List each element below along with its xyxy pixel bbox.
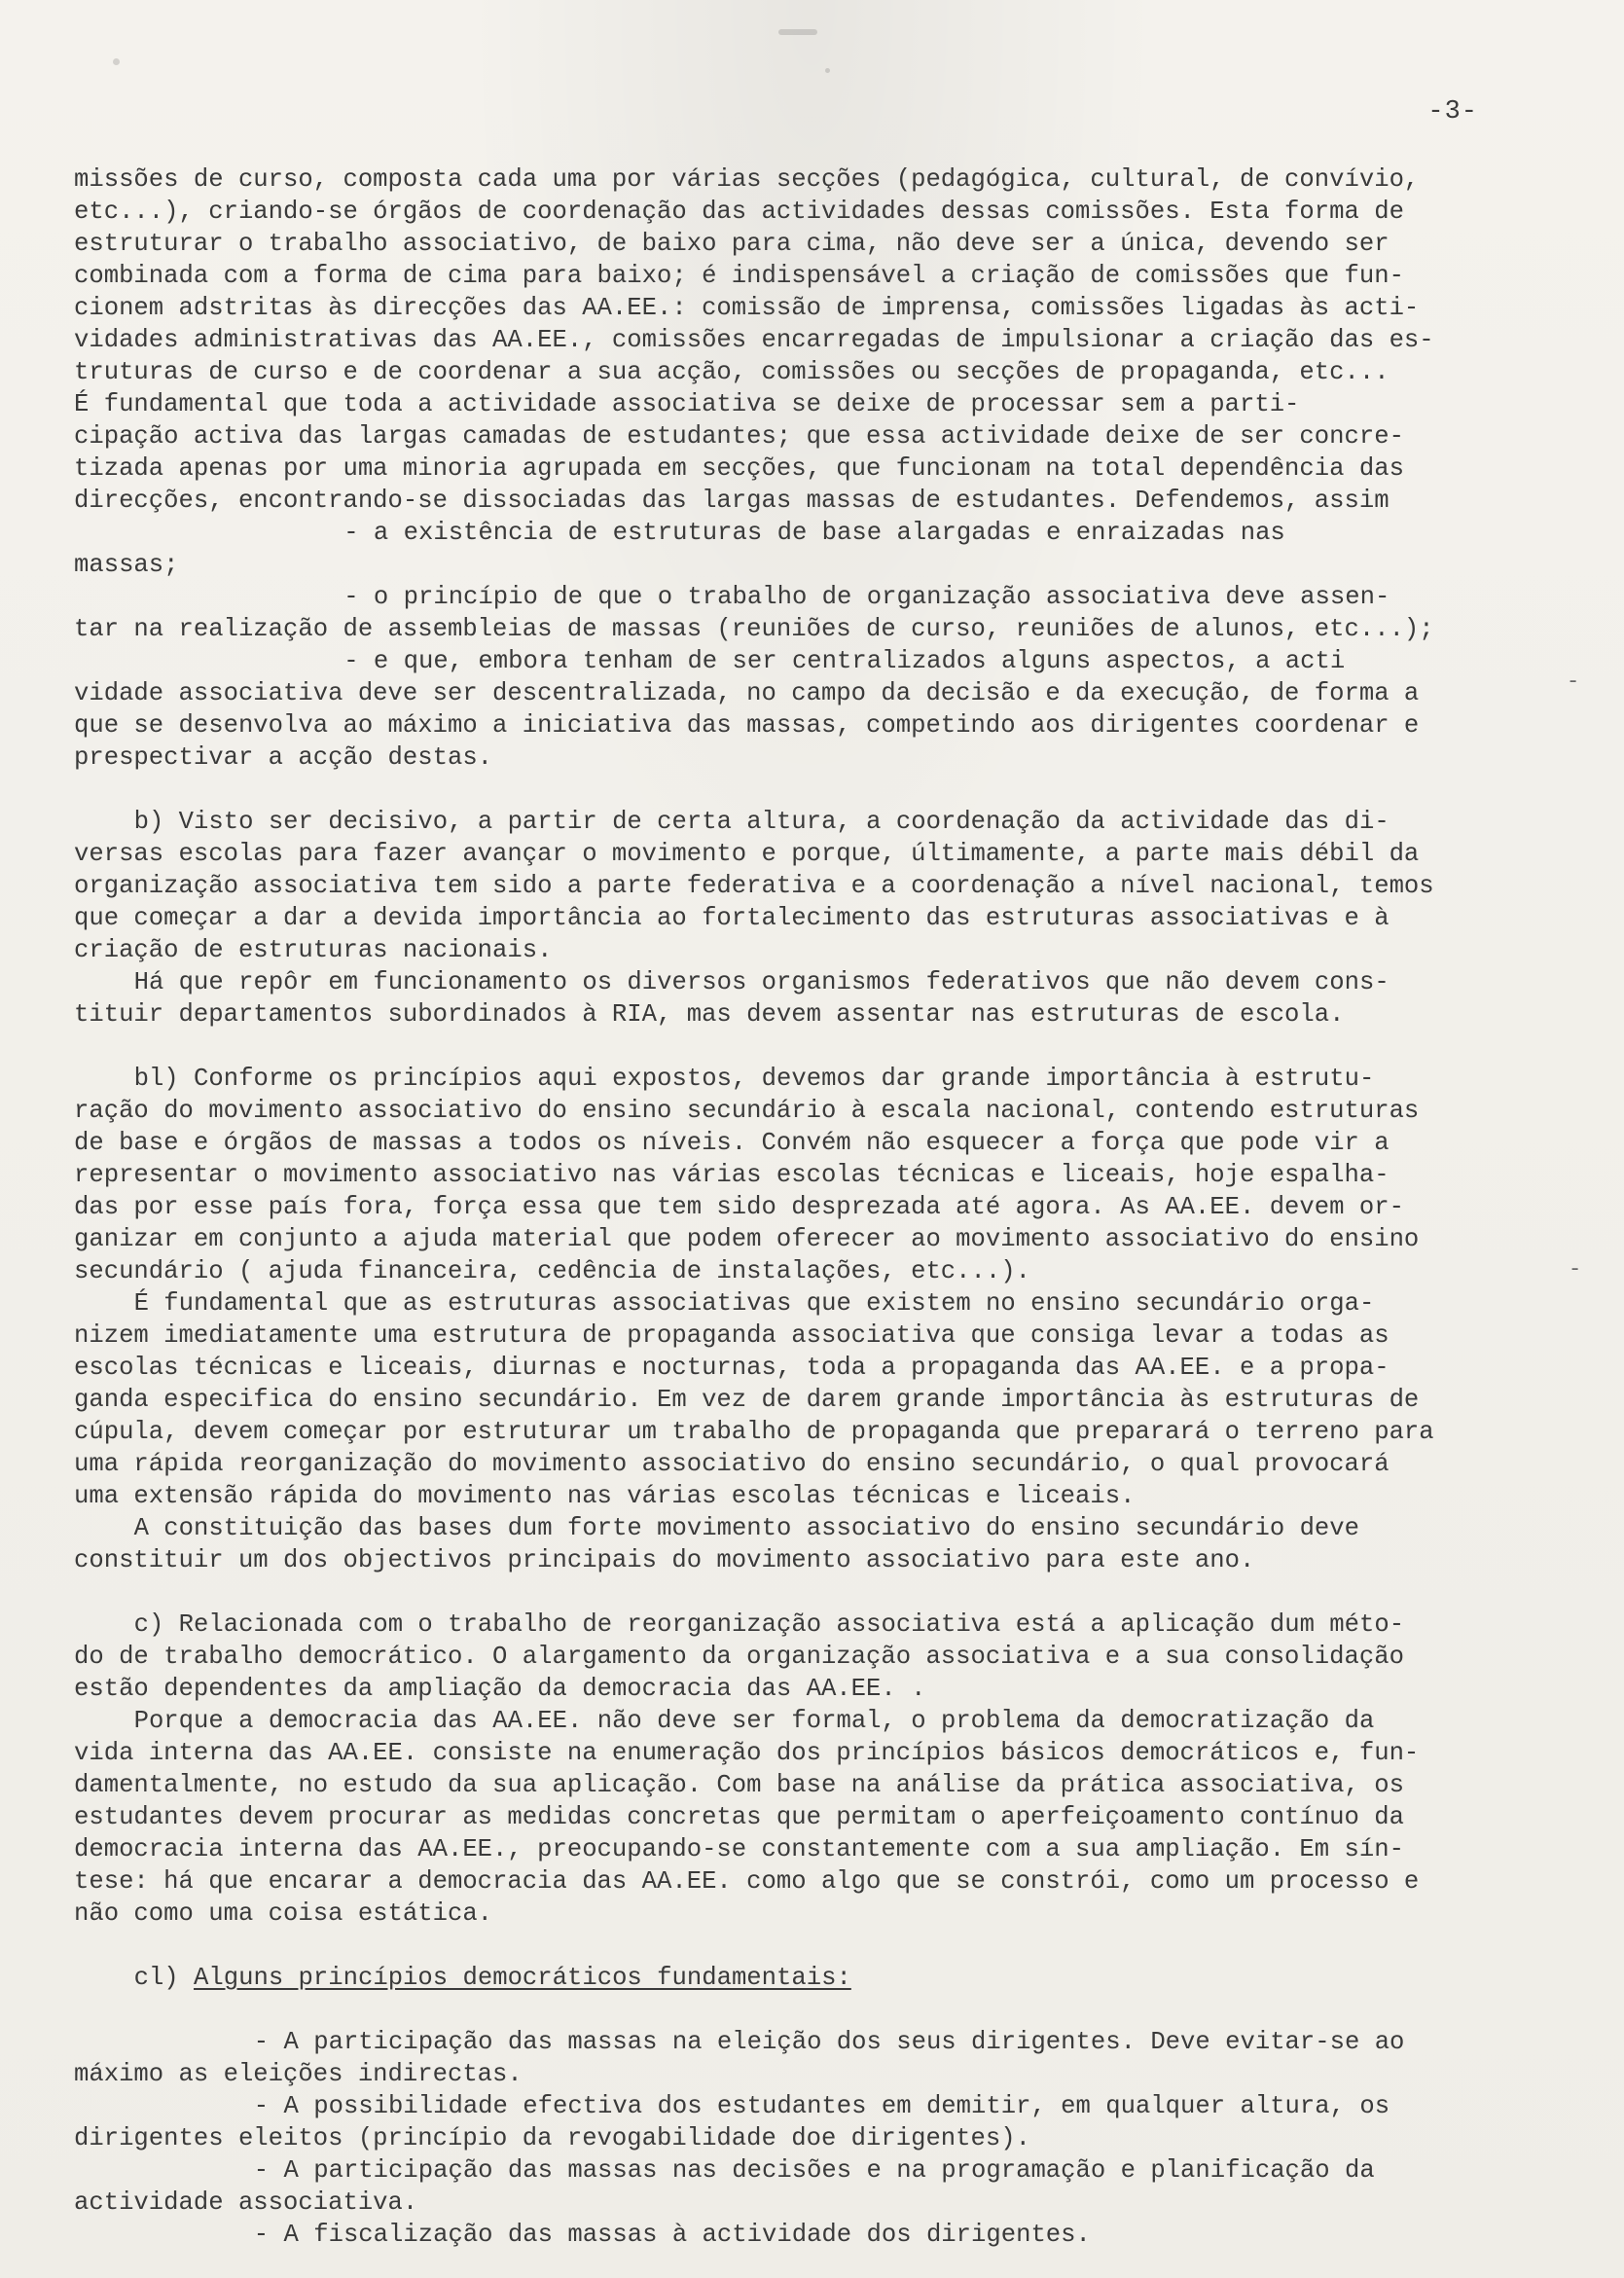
text-line-content: - A possibilidade efectiva dos estudantes em demitir, em qualquer altura, os	[253, 2092, 1390, 2120]
text-line-content: - e que, embora tenham de ser centralizados alguns aspectos, a acti	[343, 647, 1346, 675]
text-line-content: nizem imediatamente uma estrutura de propaganda associativa que consiga levar a todas as	[74, 1321, 1389, 1350]
text-line	[74, 2058, 523, 2090]
text-line	[74, 934, 552, 966]
text-line-content: estão dependentes da ampliação da democracia das AA.EE. .	[74, 1675, 926, 1703]
text-line	[74, 1255, 1030, 1287]
text-line	[74, 677, 1419, 709]
text-line	[74, 1801, 1404, 1833]
text-line-content: organização associativa tem sido a parte federativa e a coordenação a nível nacional, temos	[74, 872, 1434, 900]
text-line-content: que começar a dar a devida importância ao fortalecimento das estruturas associativas e à	[74, 904, 1389, 932]
text-line	[74, 2122, 1030, 2154]
text-line-content: estruturar o trabalho associativo, de baixo para cima, não deve ser a única, devendo ser	[74, 230, 1389, 258]
text-line-content: - A fiscalização das massas à actividade dos dirigentes.	[253, 2221, 1091, 2249]
text-line-content: representar o movimento associativo nas várias escolas técnicas e liceais, hoje espalha-	[74, 1161, 1389, 1189]
text-line-content: de base e órgãos de massas a todos os níveis. Convém não esquecer a força que pode vir a	[74, 1129, 1389, 1157]
text-line	[74, 324, 1434, 356]
text-line-content: prespectivar a acção destas.	[74, 743, 493, 772]
text-line-content: tituir departamentos subordinados à RIA, mas devem assentar nas estruturas de escola.	[74, 1000, 1345, 1029]
text-line-content: É fundamental que as estruturas associativas que existem no ensino secundário orga-	[133, 1289, 1375, 1318]
text-line	[254, 2219, 1091, 2251]
text-line	[74, 1191, 1404, 1223]
text-line-content: actividade associativa.	[74, 2188, 418, 2217]
text-line	[74, 1384, 1419, 1416]
text-line-content: b) Visto ser decisivo, a partir de certa altura, a coordenação da actividade das di-	[133, 808, 1389, 836]
text-line-content: ração do movimento associativo do ensino secundário à escala nacional, contendo estruturas	[74, 1097, 1420, 1125]
text-line-content: que se desenvolva ao máximo a iniciativa das massas, competindo aos dirigentes coordenar e	[74, 711, 1420, 740]
text-line-content: É fundamental que toda a actividade associativa se deixe de processar sem a parti-	[74, 390, 1300, 418]
text-line	[74, 1159, 1389, 1191]
text-line	[254, 2090, 1389, 2122]
text-line	[74, 1320, 1389, 1352]
text-line	[74, 1673, 925, 1705]
text-line	[74, 998, 1345, 1031]
text-line-content: secundário ( ajuda financeira, cedência de instalações, etc...).	[74, 1257, 1030, 1285]
text-line-content: direcções, encontrando-se dissociadas das largas massas de estudantes. Defendemos, assim	[74, 487, 1389, 515]
text-line	[74, 356, 1389, 388]
text-line	[74, 1769, 1404, 1801]
text-line	[134, 806, 1389, 838]
text-line-content: bl) Conforme os princípios aqui expostos, devemos dar grande importância à estrutu-	[133, 1065, 1375, 1093]
ink-smudge	[113, 58, 120, 65]
text-line-content: criação de estruturas nacionais.	[74, 936, 553, 964]
text-line-content: escolas técnicas e liceais, diurnas e nocturnas, toda a propaganda das AA.EE. e a propa-	[74, 1354, 1389, 1382]
page-number: -3-	[1427, 97, 1478, 127]
text-line-content: vida interna das AA.EE. consiste na enumeração dos princípios básicos democráticos e, fun-	[74, 1739, 1420, 1767]
text-line	[134, 1705, 1375, 1737]
text-line-content: - A participação das massas nas decisões e na programação e planificação da	[253, 2156, 1375, 2185]
text-line-content: democracia interna das AA.EE., preocupando-se constantemente com a sua ampliação. Em sín-	[74, 1835, 1404, 1863]
text-line	[74, 420, 1404, 452]
text-line-content: missões de curso, composta cada uma por várias secções (pedagógica, cultural, de convívio,	[74, 165, 1420, 194]
text-line-content: - A participação das massas na eleição dos seus dirigentes. Deve evitar-se ao	[253, 2028, 1405, 2056]
text-line-content: A constituição das bases dum forte movimento associativo do ensino secundário deve	[133, 1514, 1360, 1542]
text-line-content: c) Relacionada com o trabalho de reorganização associativa está a aplicação dum méto-	[133, 1610, 1405, 1639]
text-line	[343, 581, 1389, 613]
text-line	[74, 1544, 1254, 1576]
text-line	[74, 163, 1419, 196]
text-line-content: tar na realização de assembleias de massas (reuniões de curso, reuniões de alunos, etc...);	[74, 615, 1434, 643]
text-line-content: não como uma coisa estática.	[74, 1899, 493, 1928]
text-line	[343, 517, 1285, 549]
text-line-content: do de trabalho democrático. O alargamento da organização associativa e a sua consolidação	[74, 1643, 1404, 1671]
text-line-content: - a existência de estruturas de base alargadas e enraizadas nas	[343, 519, 1285, 547]
text-line-content: - o princípio de que o trabalho de organização associativa deve assen-	[343, 583, 1390, 611]
margin-mark: -	[1569, 1257, 1582, 1282]
text-line	[254, 2026, 1405, 2058]
text-line-content: truturas de curso e de coordenar a sua acção, comissões ou secções de propaganda, etc...	[74, 358, 1389, 386]
ink-smudge	[778, 29, 817, 35]
text-line	[134, 966, 1389, 998]
text-line-content: damentalmente, no estudo da sua aplicação. Com base na análise da prática associativa, os	[74, 1771, 1404, 1799]
text-line-content: das por esse país fora, força essa que tem sido desprezada até agora. As AA.EE. devem or-	[74, 1193, 1404, 1221]
text-line	[74, 1352, 1389, 1384]
text-line-content: uma rápida reorganização do movimento associativo do ensino secundário, o qual provocará	[74, 1450, 1389, 1478]
text-line-content: Há que repôr em funcionamento os diversos organismos federativos que não devem cons-	[133, 968, 1389, 996]
text-line	[74, 2187, 417, 2219]
text-line	[74, 870, 1434, 902]
text-line	[74, 485, 1389, 517]
text-line	[74, 902, 1389, 934]
text-line-content: constituir um dos objectivos principais do movimento associativo para este ano.	[74, 1546, 1255, 1574]
text-line-content: tizada apenas por uma minoria agrupada em secções, que funcionam na total dependência das	[74, 454, 1404, 483]
text-line	[74, 388, 1299, 420]
text-line-content: combinada com a forma de cima para baixo; é indispensável a criação de comissões que fun-	[74, 262, 1404, 290]
text-line	[74, 1898, 492, 1930]
text-line	[74, 1448, 1389, 1480]
text-line-content: versas escolas para fazer avançar o movimento e porque, últimamente, a parte mais débil da	[74, 840, 1420, 868]
text-line	[134, 1962, 851, 1994]
text-line	[134, 1512, 1359, 1544]
text-line	[74, 292, 1419, 324]
text-line	[74, 709, 1419, 741]
text-line-content: cl)	[133, 1964, 195, 1992]
text-line-content: cipação activa das largas camadas de estudantes; que essa actividade deixe de ser concre-	[74, 422, 1404, 451]
text-line-content: máximo as eleições indirectas.	[74, 2060, 523, 2088]
text-line	[134, 1609, 1405, 1641]
text-line	[74, 1833, 1404, 1865]
text-line	[74, 1127, 1389, 1159]
text-line	[343, 645, 1345, 677]
text-line	[74, 1095, 1419, 1127]
ink-smudge	[825, 68, 830, 73]
text-line	[74, 1865, 1419, 1898]
text-line	[74, 260, 1404, 292]
text-line-content: etc...), criando-se órgãos de coordenação das actividades dessas comissões. Esta forma de	[74, 198, 1404, 226]
text-line	[134, 1287, 1375, 1320]
text-line-content: uma extensão rápida do movimento nas várias escolas técnicas e liceais.	[74, 1482, 1136, 1510]
text-line	[74, 1737, 1419, 1769]
text-line-content: vidades administrativas das AA.EE., comissões encarregadas de impulsionar a criação das es-	[74, 326, 1434, 354]
margin-mark: -	[1567, 669, 1580, 694]
text-line-content: ganizar em conjunto a ajuda material que podem oferecer ao movimento associativo do ensino	[74, 1225, 1420, 1253]
text-line-content: vidade associativa deve ser descentralizada, no campo da decisão e da execução, de forma a	[74, 679, 1420, 707]
text-line	[74, 741, 492, 774]
text-line-content: tese: há que encarar a democracia das AA.EE. como algo que se constrói, como um processo e	[74, 1867, 1420, 1896]
text-line	[134, 1063, 1375, 1095]
text-line	[74, 228, 1389, 260]
text-line-content: Porque a democracia das AA.EE. não deve ser formal, o problema da democratização da	[133, 1707, 1375, 1735]
text-line-content: dirigentes eleitos (princípio da revogabilidade doe dirigentes).	[74, 2124, 1030, 2152]
text-line	[74, 1480, 1135, 1512]
text-line	[74, 613, 1434, 645]
text-line	[74, 196, 1404, 228]
section-heading-underlined: Alguns princípios democráticos fundamentais:	[194, 1964, 851, 1992]
text-line	[74, 549, 179, 581]
text-line	[74, 1641, 1404, 1673]
text-line-content: estudantes devem procurar as medidas concretas que permitam o aperfeiçoamento contínuo da	[74, 1803, 1404, 1831]
text-line	[254, 2154, 1375, 2187]
text-line-content: ganda especifica do ensino secundário. Em vez de darem grande importância às estruturas de	[74, 1386, 1420, 1414]
text-line-content: massas;	[74, 551, 179, 579]
text-line-content: cúpula, devem começar por estruturar um trabalho de propaganda que preparará o terreno para	[74, 1418, 1434, 1446]
text-line	[74, 1416, 1434, 1448]
text-line	[74, 1223, 1419, 1255]
text-line-content: cionem adstritas às direcções das AA.EE.: comissão de imprensa, comissões ligadas às acti-	[74, 294, 1420, 322]
text-line	[74, 452, 1404, 485]
text-line	[74, 838, 1419, 870]
